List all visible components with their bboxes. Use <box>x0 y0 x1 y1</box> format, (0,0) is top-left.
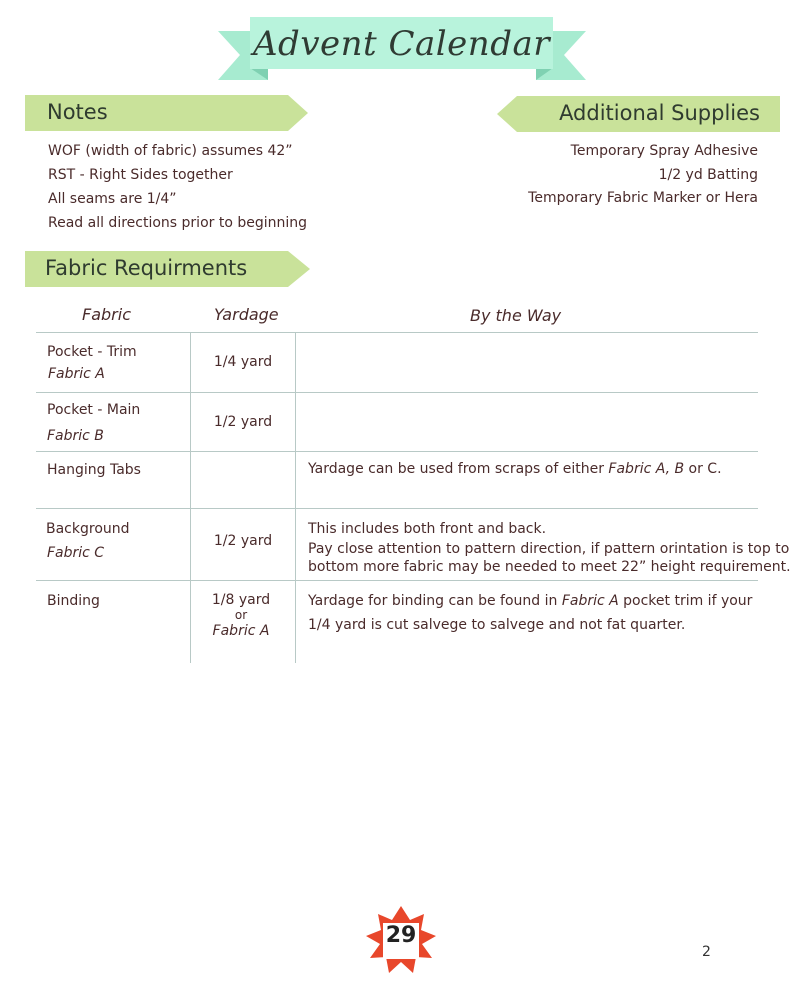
fabric-name: Pocket - Trim <box>47 344 137 360</box>
by-the-way-note: This includes both front and back. <box>308 521 547 537</box>
row-divider <box>36 508 758 509</box>
fabric-yardage: 1/4 yard <box>213 354 273 370</box>
row-divider <box>36 580 758 581</box>
fabric-yardage: 1/8 yard <box>211 592 271 608</box>
column-divider <box>295 333 296 663</box>
fabric-yardage: 1/2 yard <box>213 414 273 430</box>
column-header-by-the-way: By the Way <box>470 306 562 325</box>
note-line: RST - Right Sides together <box>48 167 233 183</box>
by-the-way-note: Yardage can be used from scraps of either Fabric A, B or C. <box>308 461 722 477</box>
page-number: 2 <box>702 944 711 960</box>
supply-line: Temporary Spray Adhesive <box>570 143 758 159</box>
fabric-name: Pocket - Main <box>47 402 141 418</box>
by-the-way-note: bottom more fabric may be needed to meet 22” height requirement. <box>308 559 791 575</box>
note-line: WOF (width of fabric) assumes 42” <box>48 143 293 159</box>
note-line: Read all directions prior to beginning <box>48 215 308 231</box>
column-header-yardage: Yardage <box>214 305 279 324</box>
table-header-rule <box>36 332 758 333</box>
row-divider <box>36 392 758 393</box>
by-the-way-note: Pay close attention to pattern direction, if pattern orintation is top to <box>308 541 790 557</box>
fabric-sub: Fabric B <box>47 428 104 444</box>
by-the-way-note: 1/4 yard is cut salvege to salvege and not fat quarter. <box>308 617 686 633</box>
supply-line: Temporary Fabric Marker or Hera <box>528 190 758 206</box>
column-header-fabric: Fabric <box>82 305 131 324</box>
supply-line: 1/2 yd Batting <box>658 167 758 183</box>
row-divider <box>36 451 758 452</box>
by-the-way-note: Yardage for binding can be found in Fabric A pocket trim if your <box>308 593 753 609</box>
title-ribbon <box>0 0 794 90</box>
logo-number: 29 <box>385 923 417 948</box>
notes-heading: Notes <box>47 100 108 124</box>
fabric-sub: Fabric C <box>47 545 105 561</box>
fabric-sub: Fabric A <box>48 366 105 382</box>
fabric-name: Binding <box>47 593 100 609</box>
fabric-heading: Fabric Requirments <box>45 256 248 280</box>
fabric-yardage-or: or <box>234 608 248 622</box>
supplies-heading: Additional Supplies <box>559 101 760 125</box>
fabric-yardage-alt: Fabric A <box>212 623 270 639</box>
fabric-name: Background <box>46 521 130 537</box>
fabric-yardage: 1/2 yard <box>213 533 273 549</box>
note-line: All seams are 1/4” <box>48 191 177 207</box>
fabric-name: Hanging Tabs <box>47 462 141 478</box>
page-title: Advent Calendar <box>253 24 550 64</box>
